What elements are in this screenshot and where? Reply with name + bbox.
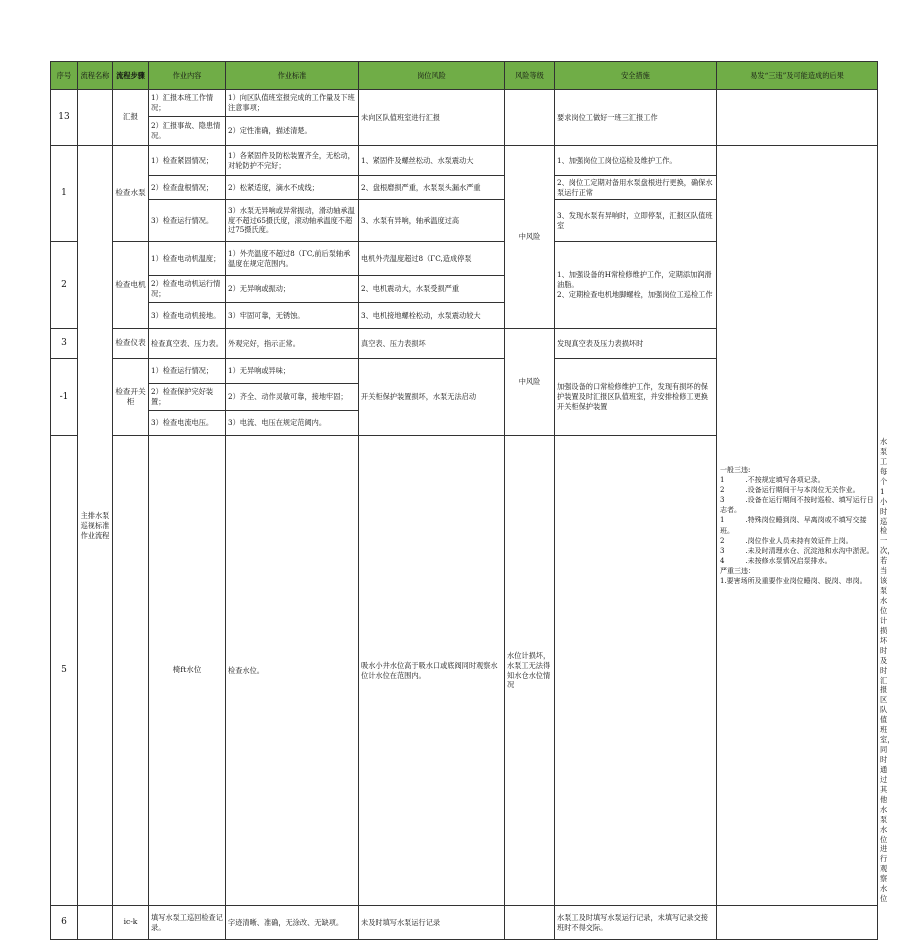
safety-measure: 加强设备的口常检修维护工作，发现有损坏的保护装置及时汇报区队值班室，并安排检修工更换开关柜保护装置 [555,359,717,436]
work-standard: 字迹清晰、准确，无涂改、无缺项。 [226,906,359,940]
row-seq: 1 [51,146,78,242]
safety-measure-line: 1、加强设备的H常检修维护工作，定期添加润滑油脂。 [557,270,712,290]
work-content: 1）检查电动机温度； [149,242,226,276]
post-risk: 3、水泵有异响，轴承温度过高 [359,200,505,242]
consequence-cell [717,90,878,146]
table-row: 5 椅ft水位 检查水位。 吸水小井水位高于吸水口或底阀同时观察水位计水位在范围内。 水位计损坏，水泵工无法得知水仓水位情况 水泵工每个1小时巡检一次，若当该泵水位计损坏时及时汇报区队值班室，同时通过其他水泵水位进行观察水位 [51,436,878,906]
safety-measure: 水泵工及时填写水泵运行记录，未填写记录交接班时不得交际。 [555,906,717,940]
flow-step: 检查水泵 [113,146,149,242]
procedure-table [50,61,895,940]
work-content: 填写水泵工巡回检查记录。 [149,906,226,940]
work-standard: 2）齐全、动作灵敏可靠，接地牢固； [226,384,359,411]
consequence-cell [717,906,878,940]
flow-name-cell [78,90,113,146]
work-content: 检查真空表、压力表。 [149,329,226,359]
table-row [51,146,878,176]
flow-name-cell [78,906,113,940]
work-standard: 外观完好，指示正常。 [226,329,359,359]
post-risk: 3、电机接地螺栓松动，水泵震动较大 [359,303,505,329]
work-content: 1）汇报本班工作情况； [149,90,226,117]
safety-measure: 1、加强岗位工岗位巡检及维护工作。 [555,146,717,176]
work-content: 2）检查保护完好装置； [149,384,226,411]
post-risk: 电机外壳温度超过8（ΓC,造成停泵 [359,242,505,276]
work-standard: 2）无异响或振动； [226,276,359,303]
header-work-standard: 作业标准 [226,62,359,90]
safety-measure-line: 2、定期检查电机地脚螺栓，加强岗位工巡检工作 [557,289,713,299]
row-seq: -1 [51,359,78,436]
flow-name-cell [113,436,149,906]
work-content: 2）检查盘根情况； [149,176,226,200]
table-header-row [51,62,878,90]
table-row [51,90,878,117]
safety-measure: 要求岗位工做好一班三汇报工作 [555,90,717,146]
safety-measure: 3、发现水泵有异响时，立即停泵，汇报区队值班室 [555,200,717,242]
post-risk: 水位计损坏，水泵工无法得知水仓水位情况 [505,436,555,906]
post-risk: 真空表、压力表损坏 [359,329,505,359]
row-seq: 13 [51,90,78,146]
work-standard: 1）各紧固件及防松装置齐全，无松动，对轮防护不完好； [226,146,359,176]
flow-step: 椅ft水位 [149,436,226,906]
risk-level: 中风险 [505,146,555,329]
row-seq: 3 [51,329,78,359]
work-content: 3）检查电动机接地。 [149,303,226,329]
header-risk-level: 风险等级 [505,62,555,90]
work-standard: 1）无异响或异味； [226,359,359,384]
post-risk: 2、盘根磨损严重，水泵泵头漏水严重 [359,176,505,200]
header-safety-measures: 安全措施 [555,62,717,90]
work-standard: 3）牢固可靠，无锈蚀。 [226,303,359,329]
header-seq: 序号 [51,62,78,90]
row-seq: 6 [51,906,78,940]
work-content: 3）检查运行情况。 [149,200,226,242]
safety-measure [555,242,717,329]
row-seq: 2 [51,242,78,329]
work-standard: 3）水泵无异响或异常振动，滑动轴承温度不超过65摄氏度，滚动轴承温度不超过75摄氏度。 [226,200,359,242]
header-flow-step: 流程步骤 [113,62,149,90]
flow-step: ic-k [113,906,149,940]
work-standard: 2）松紧适度，滴水不成线； [226,176,359,200]
work-content: 1）检查紧固情况； [149,146,226,176]
safety-procedure-sheet [50,61,895,940]
work-content: 2）检查电动机运行情况； [149,276,226,303]
row-seq: 5 [51,436,78,906]
work-content: 检查水位。 [226,436,359,906]
work-content: 3）检查电流电压。 [149,411,226,436]
risk-level-cell [555,436,717,906]
work-standard: 2）定性准确，描述清楚。 [226,117,359,146]
work-content: 1）检查运行情况； [149,359,226,384]
table-row [51,906,878,940]
header-work-content: 作业内容 [149,62,226,90]
work-content: 2）汇报事故、隐患情况。 [149,117,226,146]
flow-step: 检查电机 [113,242,149,329]
work-standard: 吸水小井水位高于吸水口或底阀同时观察水位计水位在范围内。 [359,436,505,906]
work-standard: 1）外壳温度不超过8（ΓC,前后泵轴承温度在规定范围内。 [226,242,359,276]
safety-measure: 2、岗位工定期对备用水泵盘根进行更换，确保水泵运行正常 [555,176,717,200]
post-risk: 1、紧固件及螺丝松动、水泵震动大 [359,146,505,176]
risk-level-cell [505,90,555,146]
risk-level: 中风险 [505,329,555,436]
work-standard: 3）电流、电压在规定范阈内。 [226,411,359,436]
flow-step: 检查仪表 [113,329,149,359]
post-risk: 未及时填写水泵运行记录 [359,906,505,940]
work-standard: 1）向区队值班室报完成的工作量及下班注意事项； [226,90,359,117]
header-flow-name: 流程名称 [78,62,113,90]
flow-step: 检查开关柜 [113,359,149,436]
post-risk: 未向区队值班室进行汇报 [359,90,505,146]
header-post-risk: 岗位风险 [359,62,505,90]
safety-measure: 发现真空表及压力表损坏时 [555,329,717,359]
consequence-text: 一般三违: 1 .不按规定填写各项记录。 2 .设备运行期间干与本岗位无关作业。 3 .设备在运行期间不按时巡检、填写运行日志者。 1 .特殊岗位睡到岗、早离岗或不填写交接班。 2 .岗位作业人员未持有效证件上岗。 3 .未及时清理水仓、沉淀池和水沟中淤泥。 4 .未按修水泵情况启泵排水。 严重三违： 1.要害场所及重要作业岗位睡岗、脱岗、串岗。 [717,146,878,906]
post-risk: 开关柜保护装置损坏，水泵无法启动 [359,359,505,436]
process-name: 主排水泵巡视标准作业流程 [78,146,113,906]
post-risk: 2、电机震动大，水泵受损严重 [359,276,505,303]
flow-step: 汇报 [113,90,149,146]
header-consequence: 易发“三违”及可能造成的后果 [717,62,878,90]
risk-level-cell [505,906,555,940]
